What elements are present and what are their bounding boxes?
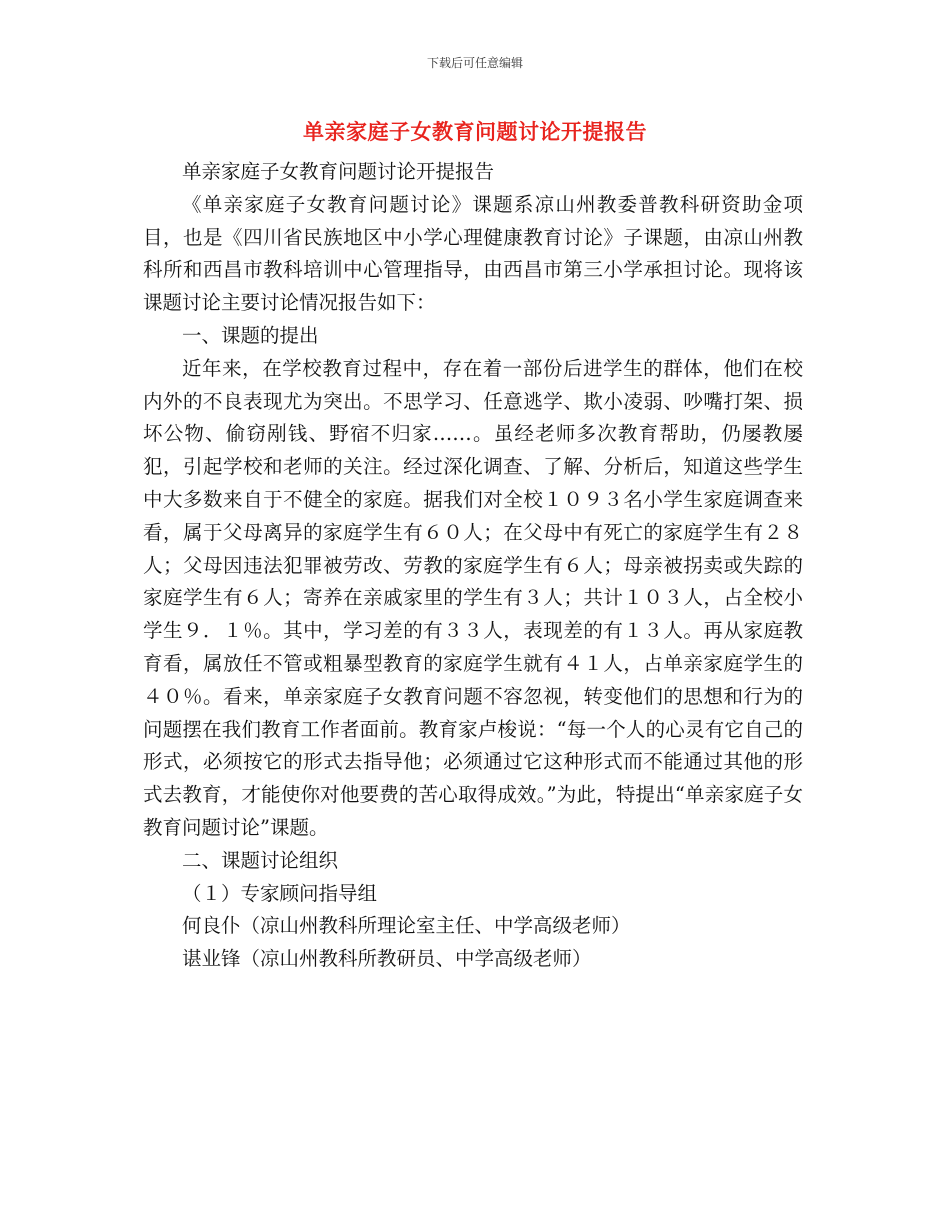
header-note: 下载后可任意编辑 (426, 56, 523, 70)
member-line-1: 何良仆（凉山州教科所理论室主任、中学高级老师） (182, 914, 631, 938)
paragraph-subtitle: 单亲家庭子女教育问题讨论开提报告 (182, 160, 495, 183)
section-heading-2: 二、课题讨论组织 (182, 848, 339, 872)
document-title: 单亲家庭子女教育问题讨论开提报告 (303, 120, 647, 144)
section-heading-1: 一、课题的提出 (182, 323, 319, 347)
paragraph-intro: 《单亲家庭子女教育问题讨论》课题系凉山州教委普教科研资助金项目，也是《四川省民族地区中小学心理健康教育讨论》子课题，由凉山州教科所和西昌市教科培训中心管理指导，由西昌市第三小学承担讨论。现将该课题讨论主要讨论情况报告如下： (143, 192, 803, 315)
document-body (143, 156, 803, 976)
member-line-2: 谌业锋（凉山州教科所教研员、中学高级老师） (182, 947, 592, 971)
paragraph-background: 近年来，在学校教育过程中，存在着一部份后进学生的群体，他们在校内外的不良表现尤为突出。不思学习、任意逃学、欺小凌弱、吵嘴打架、损坏公物、偷窃剐钱、野宿不归家……。虽经老师多次教育帮助，仍屡教屡犯，引起学校和老师的关注。经过深化调查、了解、分析后，知道这些学生中大多数来自于不健全的家庭。据我们对全校１０９３名小学生家庭调查来看，属于父母离异的家庭学生有６０人；在父母中有死亡的家庭学生有２８人；父母因违法犯罪被劳改、劳教的家庭学生有６人；母亲被拐卖或失踪的家庭学生有６人；寄养在亲戚家里的学生有３人；共计１０３人，占全校小学生９．１％。其中，学习差的有３３人，表现差的有１３人。再从家庭教育看，属放任不管或粗暴型教育的家庭学生就有４１人，占单亲家庭学生的４０％。看来，单亲家庭子女教育问题不容忽视，转变他们的思想和行为的问题摆在我们教育工作者面前。教育家卢梭说：“每一个人的心灵有它自己的形式，必须按它的形式去指导他；必须通过它这种形式而不能通过其他的形式去教育，才能使你对他要费的苦心取得成效。”为此，特提出“单亲家庭子女教育问题讨论”课题。 (143, 356, 803, 839)
subsection-heading-1: （１）专家顾问指导组 (182, 881, 378, 905)
